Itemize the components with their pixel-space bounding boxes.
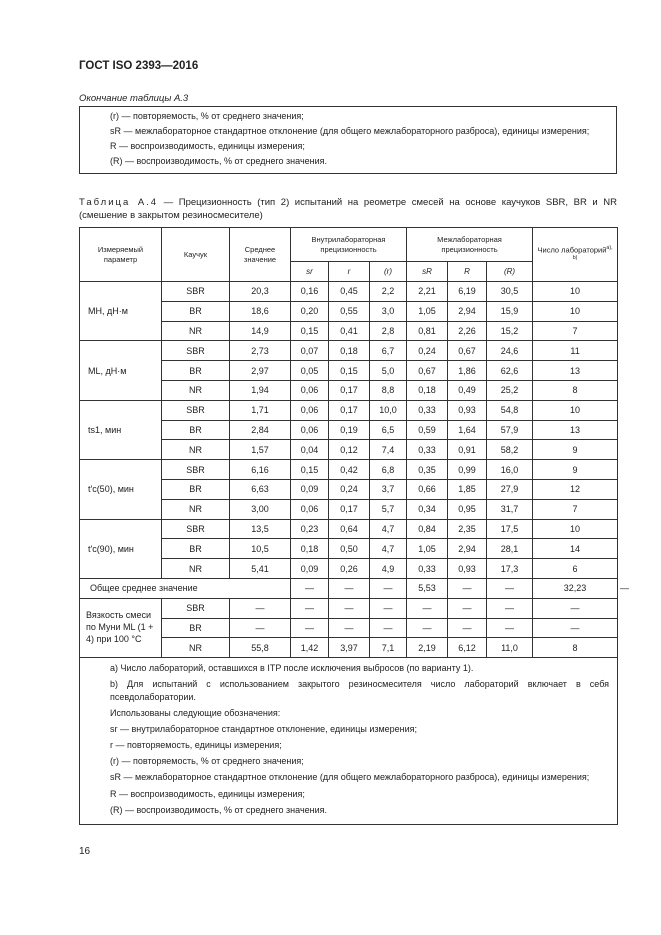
- table-cell: 24,6: [487, 341, 533, 361]
- table-a4: [79, 227, 630, 825]
- table-cell: 3,7: [370, 479, 407, 499]
- table-cell: 27,9: [487, 479, 533, 499]
- table-cell: 6: [533, 559, 618, 579]
- table-cell: 0,06: [291, 499, 329, 519]
- table-cell: 0,81: [407, 321, 448, 341]
- table-cell: 0,12: [329, 440, 370, 460]
- table-cell: —: [448, 578, 487, 598]
- document-header: ГОСТ ISO 2393—2016: [79, 60, 199, 72]
- note-line: sR — межлабораторное стандартное отклонение (для общего межлабораторного разброса), единицы измерения;: [110, 772, 590, 783]
- table-cell: 0,67: [448, 341, 487, 361]
- table-cell: 7,4: [370, 440, 407, 460]
- table-cell: 15,9: [487, 301, 533, 321]
- table-cell: 0,15: [291, 321, 329, 341]
- table-cell: 2,84: [230, 420, 291, 440]
- table-cell: 13: [533, 361, 618, 381]
- table-cell: а), b): [572, 244, 613, 261]
- table-cell: 6,7: [370, 341, 407, 361]
- table-cell: 1,42: [291, 638, 329, 658]
- table-cell: 0,23: [291, 519, 329, 539]
- table-cell: —: [291, 578, 329, 598]
- table-cell: 0,99: [448, 460, 487, 480]
- table-cell: 6,8: [370, 460, 407, 480]
- table-cell: 0,16: [291, 282, 329, 302]
- table-cell: 18,6: [230, 301, 291, 321]
- table-cell: NR: [162, 559, 230, 579]
- table-cell: 0,04: [291, 440, 329, 460]
- table-cell: 0,35: [407, 460, 448, 480]
- table-cell: 0,09: [291, 479, 329, 499]
- table-row: [80, 460, 618, 480]
- table-row: [80, 519, 618, 539]
- table-cell: —: [329, 598, 370, 618]
- table-cell: 0,05: [291, 361, 329, 381]
- table-cell: —: [448, 598, 487, 618]
- table-a3-notes: [79, 106, 617, 174]
- table-cell: 5,53: [407, 578, 448, 598]
- table-cell: —: [407, 618, 448, 638]
- overall-row: Общее среднее значение — — — 5,53 — — 32,23 —: [80, 578, 618, 598]
- table-cell: 4,9: [370, 559, 407, 579]
- table-a4-notes: [80, 658, 618, 824]
- table-cell: —: [370, 618, 407, 638]
- table-cell: 8: [533, 380, 618, 400]
- table-row: [80, 598, 618, 618]
- table-cell: 0,15: [291, 460, 329, 480]
- header-r-pct: (r): [370, 262, 407, 282]
- table-cell: 6,12: [448, 638, 487, 658]
- param-cell: Вязкость смеси по Муни ML (1 + 4) при 100 °С: [80, 598, 162, 657]
- table-a4-caption-text: — Прецизионность (тип 2) испытаний на реометре смесей на основе каучуков SBR, BR и NR (смешение в закрытом резиносмесителе): [79, 197, 617, 221]
- table-cell: 13,5: [230, 519, 291, 539]
- header-sr: sr: [291, 262, 329, 282]
- table-cell: 0,09: [291, 559, 329, 579]
- note-line: b) Для испытаний с использованием закрытого резиносмесителя число лабораторий включает в себя псевдолаборатории.: [110, 679, 610, 703]
- table-cell: BR: [162, 420, 230, 440]
- table-cell: —: [329, 618, 370, 638]
- table-cell: 6,16: [230, 460, 291, 480]
- table-cell: 15,2: [487, 321, 533, 341]
- table-cell: 7: [533, 499, 618, 519]
- table-cell: 57,9: [487, 420, 533, 440]
- table-cell: 0,07: [291, 341, 329, 361]
- table-cell: 2,73: [230, 341, 291, 361]
- table-row: [80, 400, 618, 420]
- table-cell: 2,97: [230, 361, 291, 381]
- overall-label: Общее среднее значение: [80, 578, 291, 598]
- table-cell: 0,93: [448, 559, 487, 579]
- table-row: [80, 341, 618, 361]
- table-cell: 1,57: [230, 440, 291, 460]
- table-cell: 8: [533, 638, 618, 658]
- table-cell: —: [329, 578, 370, 598]
- table-cell: 0,55: [329, 301, 370, 321]
- table-cell: NR: [162, 440, 230, 460]
- table-cell: NR: [162, 499, 230, 519]
- param-cell: ML, дН·м: [80, 341, 162, 400]
- table-cell: SBR: [162, 400, 230, 420]
- table-cell: 0,33: [407, 400, 448, 420]
- table-cell: 8,8: [370, 380, 407, 400]
- table-cell: 2,2: [370, 282, 407, 302]
- table-cell: 6,19: [448, 282, 487, 302]
- table-cell: —: [230, 618, 291, 638]
- table-cell: 0,26: [329, 559, 370, 579]
- table-cell: —: [533, 618, 618, 638]
- table-cell: SBR: [162, 598, 230, 618]
- table-cell: 0,06: [291, 380, 329, 400]
- table-cell: 62,6: [487, 361, 533, 381]
- table-cell: BR: [162, 618, 230, 638]
- table-cell: 0,50: [329, 539, 370, 559]
- header-rubber: Каучук: [162, 228, 230, 282]
- table-cell: 5,41: [230, 559, 291, 579]
- table-cell: 0,41: [329, 321, 370, 341]
- table-cell: BR: [162, 539, 230, 559]
- table-cell: 6,5: [370, 420, 407, 440]
- table-cell: 0,45: [329, 282, 370, 302]
- note-line: (r) — повторяемость, % от среднего значения;: [110, 111, 304, 121]
- table-cell: 0,19: [329, 420, 370, 440]
- table-cell: 1,85: [448, 479, 487, 499]
- table-cell: 4,7: [370, 519, 407, 539]
- table-cell: 54,8: [487, 400, 533, 420]
- table-cell: 10: [533, 301, 618, 321]
- table-cell: 2,19: [407, 638, 448, 658]
- table-cell: 1,05: [407, 301, 448, 321]
- table-cell: SBR: [162, 460, 230, 480]
- param-cell: t′c(50), мин: [80, 460, 162, 519]
- note-line: (r) — повторяемость, % от среднего значения;: [110, 756, 304, 767]
- table-cell: —: [291, 598, 329, 618]
- note-line: a) Число лабораторий, оставшихся в ITP после исключения выбросов (по варианту 1).: [110, 663, 474, 674]
- table-cell: —: [370, 578, 407, 598]
- note-line: sR — межлабораторное стандартное отклонение (для общего межлабораторного разброса), единицы измерения;: [110, 126, 590, 137]
- table-cell: 10: [533, 282, 618, 302]
- table-cell: BR: [162, 479, 230, 499]
- table-cell: 1,86: [448, 361, 487, 381]
- table-cell: 0,17: [329, 400, 370, 420]
- table-cell: 0,24: [329, 479, 370, 499]
- table-cell: Число лабораторий: [537, 245, 607, 255]
- table-cell: 0,15: [329, 361, 370, 381]
- table-cell: —: [533, 598, 618, 618]
- table-cell: 2,35: [448, 519, 487, 539]
- note-line: sr — внутрилабораторное стандартное отклонение, единицы измерения;: [110, 724, 418, 735]
- table-continuation-label: Окончание таблицы А.3: [79, 93, 189, 104]
- note-line: (R) — воспроизводимость, % от среднего значения.: [110, 156, 328, 167]
- table-cell: 5,7: [370, 499, 407, 519]
- header-param: Измеряемый параметр: [80, 228, 162, 282]
- table-cell: 0,67: [407, 361, 448, 381]
- table-cell: 58,2: [487, 440, 533, 460]
- header-mean: Среднее значение: [230, 228, 291, 282]
- table-cell: SBR: [162, 519, 230, 539]
- table-cell: 0,06: [291, 420, 329, 440]
- table-cell: 1,64: [448, 420, 487, 440]
- table-cell: SBR: [162, 341, 230, 361]
- table-cell: 0,20: [291, 301, 329, 321]
- table-cell: 10,5: [230, 539, 291, 559]
- table-cell: 10: [533, 400, 618, 420]
- table-cell: 3,00: [230, 499, 291, 519]
- table-cell: —: [230, 598, 291, 618]
- header-r: r: [329, 262, 370, 282]
- table-cell: 0,18: [407, 380, 448, 400]
- table-cell: 0,33: [407, 440, 448, 460]
- header-R-pct: (R): [487, 262, 533, 282]
- table-cell: 31,7: [487, 499, 533, 519]
- table-cell: 0,34: [407, 499, 448, 519]
- table-cell: 30,5: [487, 282, 533, 302]
- table-cell: —: [370, 598, 407, 618]
- table-cell: 4,7: [370, 539, 407, 559]
- table-cell: 10: [533, 519, 618, 539]
- table-cell: 2,94: [448, 301, 487, 321]
- table-cell: —: [487, 598, 533, 618]
- note-line: r — повторяемость, единицы измерения;: [110, 740, 282, 751]
- header-labs: [533, 228, 618, 282]
- table-cell: 0,42: [329, 460, 370, 480]
- table-cell: 0,93: [448, 400, 487, 420]
- table-cell: 2,21: [407, 282, 448, 302]
- header-sR: sR: [407, 262, 448, 282]
- table-cell: 28,1: [487, 539, 533, 559]
- table-cell: BR: [162, 361, 230, 381]
- page-number: 16: [79, 846, 91, 857]
- note-line: R — воспроизводимость, единицы измерения;: [110, 788, 305, 799]
- table-cell: 32,23: [533, 578, 618, 598]
- table-cell: 5,0: [370, 361, 407, 381]
- table-cell: 0,59: [407, 420, 448, 440]
- header-intra: Внутрилабораторная прецизионность: [291, 228, 407, 262]
- table-cell: —: [487, 618, 533, 638]
- table-a4-caption: [79, 197, 617, 223]
- table-cell: 7: [533, 321, 618, 341]
- table-cell: SBR: [162, 282, 230, 302]
- table-cell: 9: [533, 440, 618, 460]
- table-cell: 3,0: [370, 301, 407, 321]
- table-cell: 17,3: [487, 559, 533, 579]
- table-cell: 0,49: [448, 380, 487, 400]
- table-cell: 13: [533, 420, 618, 440]
- table-cell: —: [448, 618, 487, 638]
- note-line: Использованы следующие обозначения:: [110, 708, 281, 719]
- table-cell: 2,94: [448, 539, 487, 559]
- table-cell: 0,18: [291, 539, 329, 559]
- table-cell: 11,0: [487, 638, 533, 658]
- table-cell: 25,2: [487, 380, 533, 400]
- table-cell: —: [487, 578, 533, 598]
- table-cell: NR: [162, 380, 230, 400]
- table-a4-label: Таблица А.4: [79, 197, 159, 208]
- table-cell: 0,17: [329, 499, 370, 519]
- table-cell: 9: [533, 460, 618, 480]
- table-cell: 55,8: [230, 638, 291, 658]
- table-cell: —: [291, 618, 329, 638]
- table-cell: 10,0: [370, 400, 407, 420]
- table-cell: 0,17: [329, 380, 370, 400]
- table-cell: 2,8: [370, 321, 407, 341]
- table-cell: 0,33: [407, 559, 448, 579]
- table-cell: 14,9: [230, 321, 291, 341]
- table-cell: 0,18: [329, 341, 370, 361]
- table-cell: 20,3: [230, 282, 291, 302]
- table-row: [80, 282, 618, 302]
- note-line: R — воспроизводимость, единицы измерения;: [110, 141, 305, 152]
- table-cell: 0,95: [448, 499, 487, 519]
- table-cell: 7,1: [370, 638, 407, 658]
- table-cell: 0,24: [407, 341, 448, 361]
- table-a3-notes-cell: [80, 107, 617, 174]
- table-cell: NR: [162, 638, 230, 658]
- param-cell: MH, дН·м: [80, 282, 162, 341]
- table-cell: 1,71: [230, 400, 291, 420]
- table-cell: 3,97: [329, 638, 370, 658]
- note-line: (R) — воспроизводимость, % от среднего значения.: [110, 804, 328, 815]
- table-cell: 0,06: [291, 400, 329, 420]
- table-cell: 16,0: [487, 460, 533, 480]
- header-R: R: [448, 262, 487, 282]
- table-cell: 1,05: [407, 539, 448, 559]
- table-cell: 0,66: [407, 479, 448, 499]
- table-cell: 1,94: [230, 380, 291, 400]
- param-cell: ts1, мин: [80, 400, 162, 459]
- table-cell: 14: [533, 539, 618, 559]
- table-cell: 12: [533, 479, 618, 499]
- table-cell: 0,84: [407, 519, 448, 539]
- table-cell: 2,26: [448, 321, 487, 341]
- table-cell: 0,64: [329, 519, 370, 539]
- table-cell: 6,63: [230, 479, 291, 499]
- param-cell: t′c(90), мин: [80, 519, 162, 578]
- table-a4-body: [80, 282, 630, 825]
- table-cell: BR: [162, 301, 230, 321]
- table-cell: NR: [162, 321, 230, 341]
- table-cell: 11: [533, 341, 618, 361]
- header-inter: Межлабораторная прецизионность: [407, 228, 533, 262]
- notes-row: [80, 658, 618, 824]
- table-cell: 17,5: [487, 519, 533, 539]
- table-cell: 0,91: [448, 440, 487, 460]
- table-cell: —: [407, 598, 448, 618]
